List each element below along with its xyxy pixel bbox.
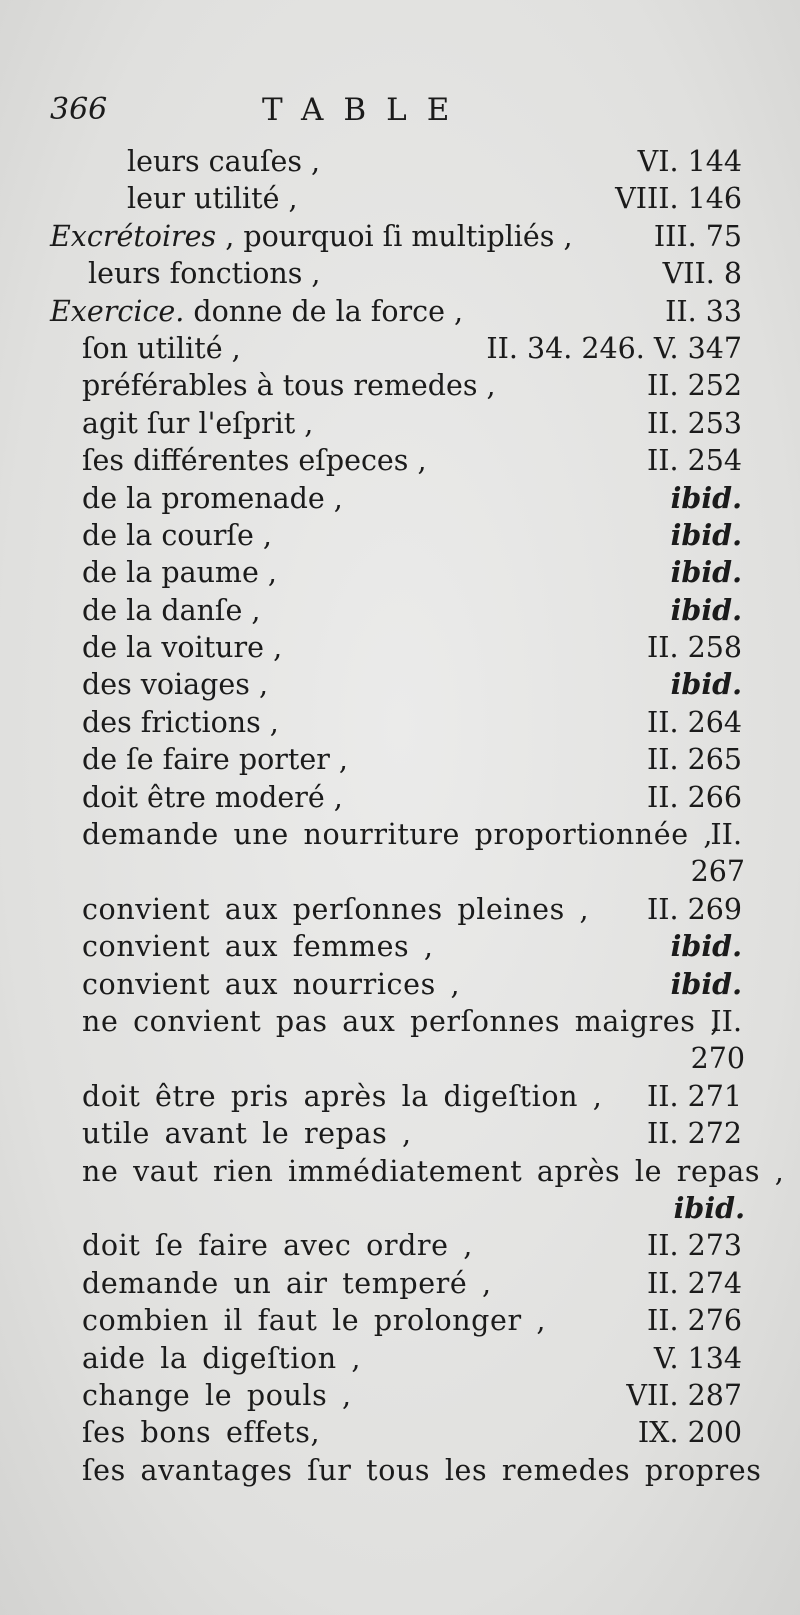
entry-text: leurs cauſes , [127, 145, 321, 178]
entry-text-rest: , pourquoi ſi multipliés , [216, 219, 573, 253]
running-title: TABLE [262, 92, 470, 128]
index-entry [0, 666, 800, 703]
index-entry-continuation [0, 853, 800, 890]
index-entry [0, 1414, 800, 1451]
entry-text: de la promenade , [82, 481, 343, 515]
index-entry [0, 1003, 800, 1040]
index-entry [0, 1153, 800, 1190]
index-entry [0, 629, 800, 666]
entry-reference: ibid. [673, 1190, 745, 1225]
entry-text: demande une nourriture proportionnée , [82, 818, 714, 852]
entry-reference: II. 269 [646, 892, 742, 926]
entry-reference: II. 34. 246. V. 347 [486, 331, 742, 365]
index-entry [0, 704, 800, 741]
entry-reference: IX. 200 [637, 1416, 742, 1450]
entry-text: convient aux femmes , [82, 930, 434, 964]
index-entry-continuation [0, 1040, 800, 1077]
index-entry [0, 1377, 800, 1414]
index-entry [0, 517, 800, 554]
entry-reference: II. 272 [646, 1117, 742, 1151]
entry-reference: 267 [690, 855, 745, 889]
index-entry [0, 1302, 800, 1339]
entry-text: des frictions , [82, 705, 279, 739]
entry-reference: II. 258 [646, 631, 742, 665]
index-entry [0, 218, 800, 255]
page-header [0, 92, 800, 142]
entry-reference: II. 264 [646, 705, 742, 739]
entry-text: ne convient pas aux perſonnes maigres , [82, 1004, 720, 1038]
index-entry [0, 1265, 800, 1302]
entry-text: ne vaut rien immédiatement après le repas , [82, 1154, 785, 1188]
entry-text: de la paume , [82, 556, 277, 590]
entry-text: ſes avantages ſur tous les remedes propres [82, 1453, 762, 1487]
entry-text: utile avant le repas , [82, 1117, 412, 1151]
entry-text: doit être pris après la digeſtion , [82, 1079, 603, 1113]
index-entry [0, 1227, 800, 1264]
entry-reference: II. [710, 818, 742, 852]
index-entry [0, 928, 800, 965]
entry-reference: II. 274 [646, 1266, 742, 1300]
index-entry [0, 255, 800, 292]
entry-text: aide la digeſtion , [82, 1341, 362, 1375]
index-entry [0, 442, 800, 479]
entry-reference: VIII. 146 [615, 182, 742, 216]
entry-reference: ibid. [670, 480, 742, 515]
entry-reference: V. 134 [653, 1341, 742, 1375]
entry-reference: II. 271 [646, 1079, 742, 1113]
index-entry-continuation [0, 1190, 800, 1227]
entry-headword: Excrétoires [50, 219, 217, 253]
entry-reference: VII. 8 [662, 257, 742, 291]
entry-text: agit ſur l'eſprit , [82, 406, 314, 440]
entry-reference: II. 266 [646, 780, 742, 814]
entry-text: ſon utilité , [82, 331, 241, 365]
index-entry [0, 405, 800, 442]
entry-reference: ibid. [670, 929, 742, 964]
entry-text: combien il faut le prolonger , [82, 1304, 547, 1338]
entry-reference: II. 254 [646, 444, 742, 478]
entry-reference: II. 252 [646, 369, 742, 403]
page-number: 366 [50, 92, 108, 127]
entry-text: change le pouls , [82, 1378, 352, 1412]
entry-text [50, 218, 573, 255]
entry-text: convient aux nourrices , [82, 967, 461, 1001]
entry-text: préférables à tous remedes , [82, 369, 496, 403]
entry-text: ſes différentes eſpeces , [82, 444, 427, 478]
entry-text: de la courſe , [82, 518, 272, 552]
index-entry [0, 480, 800, 517]
entry-reference: II. 33 [665, 294, 742, 328]
entry-reference: III. 75 [653, 219, 742, 253]
entry-text: de ſe faire porter , [82, 743, 348, 777]
entry-reference: II. 265 [646, 743, 742, 777]
index-entry [0, 1115, 800, 1152]
index-entry [0, 330, 800, 367]
entry-text-rest: donne de la force , [184, 294, 464, 328]
entry-reference: ibid. [670, 555, 742, 590]
entry-reference: II. [710, 1004, 742, 1038]
index-entry [0, 816, 800, 853]
entry-text: des voiages , [82, 668, 269, 702]
index-entry [0, 180, 800, 217]
entry-text: demande un air temperé , [82, 1266, 492, 1300]
entry-reference: VII. 287 [626, 1378, 742, 1412]
index-entry [0, 741, 800, 778]
entry-text: de la voiture , [82, 631, 283, 665]
entry-text: leur utilité , [127, 182, 298, 216]
entry-text [50, 293, 463, 330]
index-entry [0, 1340, 800, 1377]
entry-text: ſes bons effets, [82, 1416, 321, 1450]
entry-reference: II. 253 [646, 406, 742, 440]
entry-headword: Exercice. [50, 294, 185, 328]
entry-text: doit être moderé , [82, 780, 343, 814]
entry-reference: ibid. [670, 667, 742, 702]
index-entry [0, 779, 800, 816]
index-entries [0, 143, 800, 1489]
entry-reference: ibid. [670, 517, 742, 552]
index-entry [0, 143, 800, 180]
entry-reference: ibid. [670, 592, 742, 627]
index-entry [0, 293, 800, 330]
index-entry [0, 592, 800, 629]
entry-reference: ibid. [670, 966, 742, 1001]
index-entry [0, 1078, 800, 1115]
entry-text: doit ſe faire avec ordre , [82, 1229, 473, 1263]
index-entry [0, 891, 800, 928]
index-entry [0, 554, 800, 591]
entry-reference: II. 276 [646, 1304, 742, 1338]
entry-text: convient aux perſonnes pleines , [82, 892, 590, 926]
index-entry [0, 367, 800, 404]
entry-text: de la danſe , [82, 593, 261, 627]
index-entry [0, 1452, 800, 1489]
entry-reference: VI. 144 [637, 145, 742, 178]
entry-reference: II. 273 [646, 1229, 742, 1263]
entry-text: leurs fonctions , [88, 257, 321, 291]
index-entry [0, 966, 800, 1003]
entry-reference: 270 [690, 1042, 745, 1076]
